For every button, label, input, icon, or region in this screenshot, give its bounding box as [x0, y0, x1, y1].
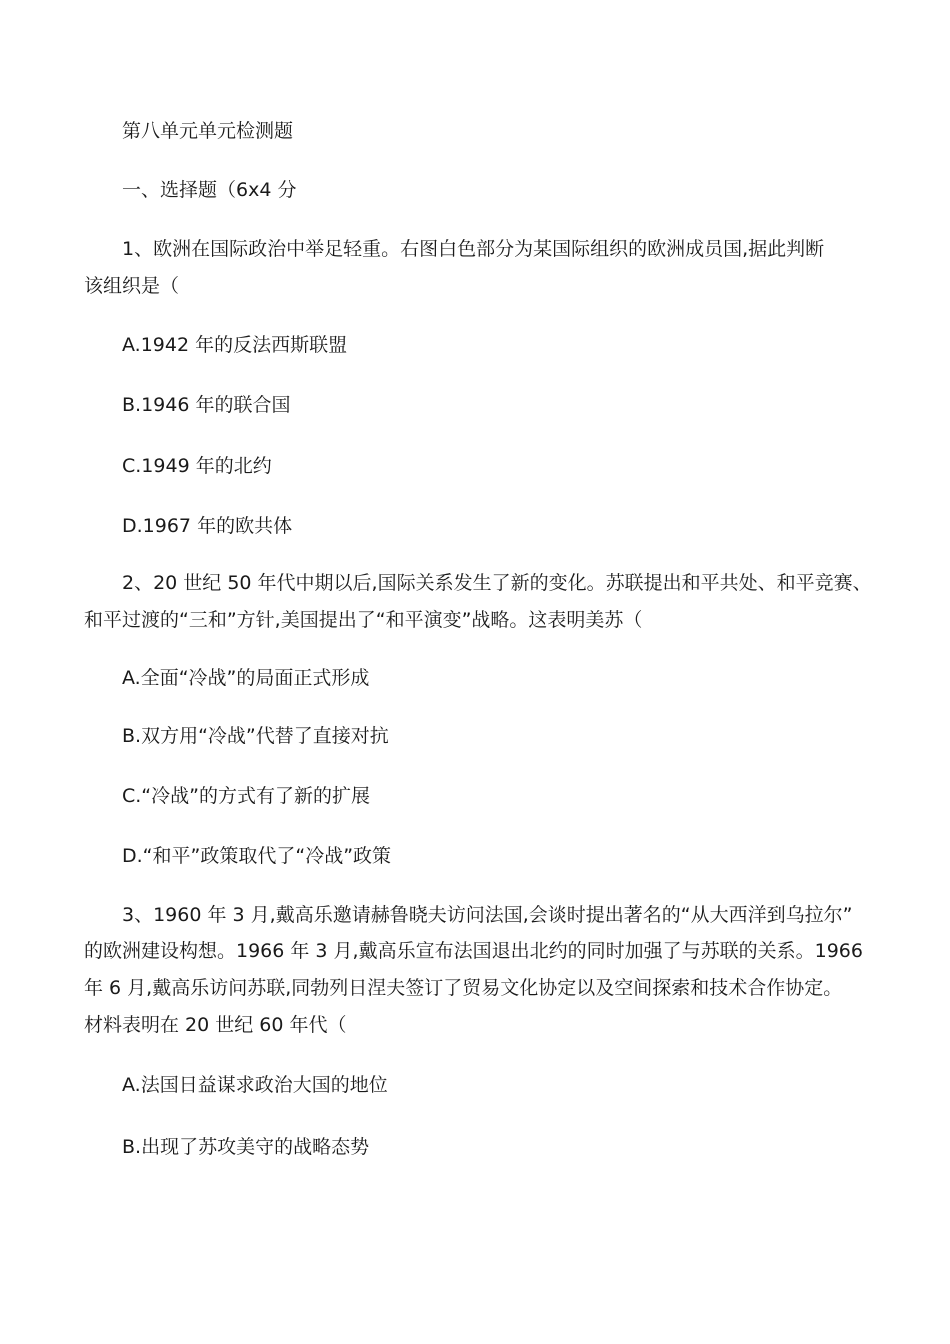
- question-2-option-c: C.“冷战”的方式有了新的扩展: [122, 785, 370, 807]
- question-3-stem-line-1: 3、1960 年 3 月,戴高乐邀请赫鲁晓夫访问法国,会谈时提出著名的“从大西洋到乌拉尔”: [122, 904, 853, 926]
- question-1-stem-line-2: 该组织是（: [84, 275, 180, 297]
- question-3-stem-line-3: 年 6 月,戴高乐访问苏联,同勃列日涅夫签订了贸易文化协定以及空间探索和技术合作协定。: [84, 977, 843, 999]
- question-3-option-a: A.法国日益谋求政治大国的地位: [122, 1074, 388, 1096]
- question-2-stem-line-1: 2、20 世纪 50 年代中期以后,国际关系发生了新的变化。苏联提出和平共处、和平竞赛、: [122, 572, 872, 594]
- document-title: 第八单元单元检测题: [122, 120, 294, 142]
- question-2-option-d: D.“和平”政策取代了“冷战”政策: [122, 845, 392, 867]
- question-2-option-a: A.全面“冷战”的局面正式形成: [122, 667, 370, 689]
- question-1-option-a: A.1942 年的反法西斯联盟: [122, 334, 348, 356]
- question-3-stem-line-4: 材料表明在 20 世纪 60 年代（: [84, 1014, 347, 1036]
- question-1-option-c: C.1949 年的北约: [122, 455, 272, 477]
- question-1-stem-line-1: 1、欧洲在国际政治中举足轻重。右图白色部分为某国际组织的欧洲成员国,据此判断: [122, 238, 825, 260]
- question-2-option-b: B.双方用“冷战”代替了直接对抗: [122, 725, 389, 747]
- question-3-stem-line-2: 的欧洲建设构想。1966 年 3 月,戴高乐宣布法国退出北约的同时加强了与苏联的关系。1966: [84, 940, 863, 962]
- section-heading: 一、选择题（6x4 分: [122, 179, 297, 201]
- question-3-option-b: B.出现了苏攻美守的战略态势: [122, 1136, 370, 1158]
- question-1-option-d: D.1967 年的欧共体: [122, 515, 293, 537]
- question-2-stem-line-2: 和平过渡的“三和”方针,美国提出了“和平演变”战略。这表明美苏（: [84, 609, 643, 631]
- question-1-option-b: B.1946 年的联合国: [122, 394, 291, 416]
